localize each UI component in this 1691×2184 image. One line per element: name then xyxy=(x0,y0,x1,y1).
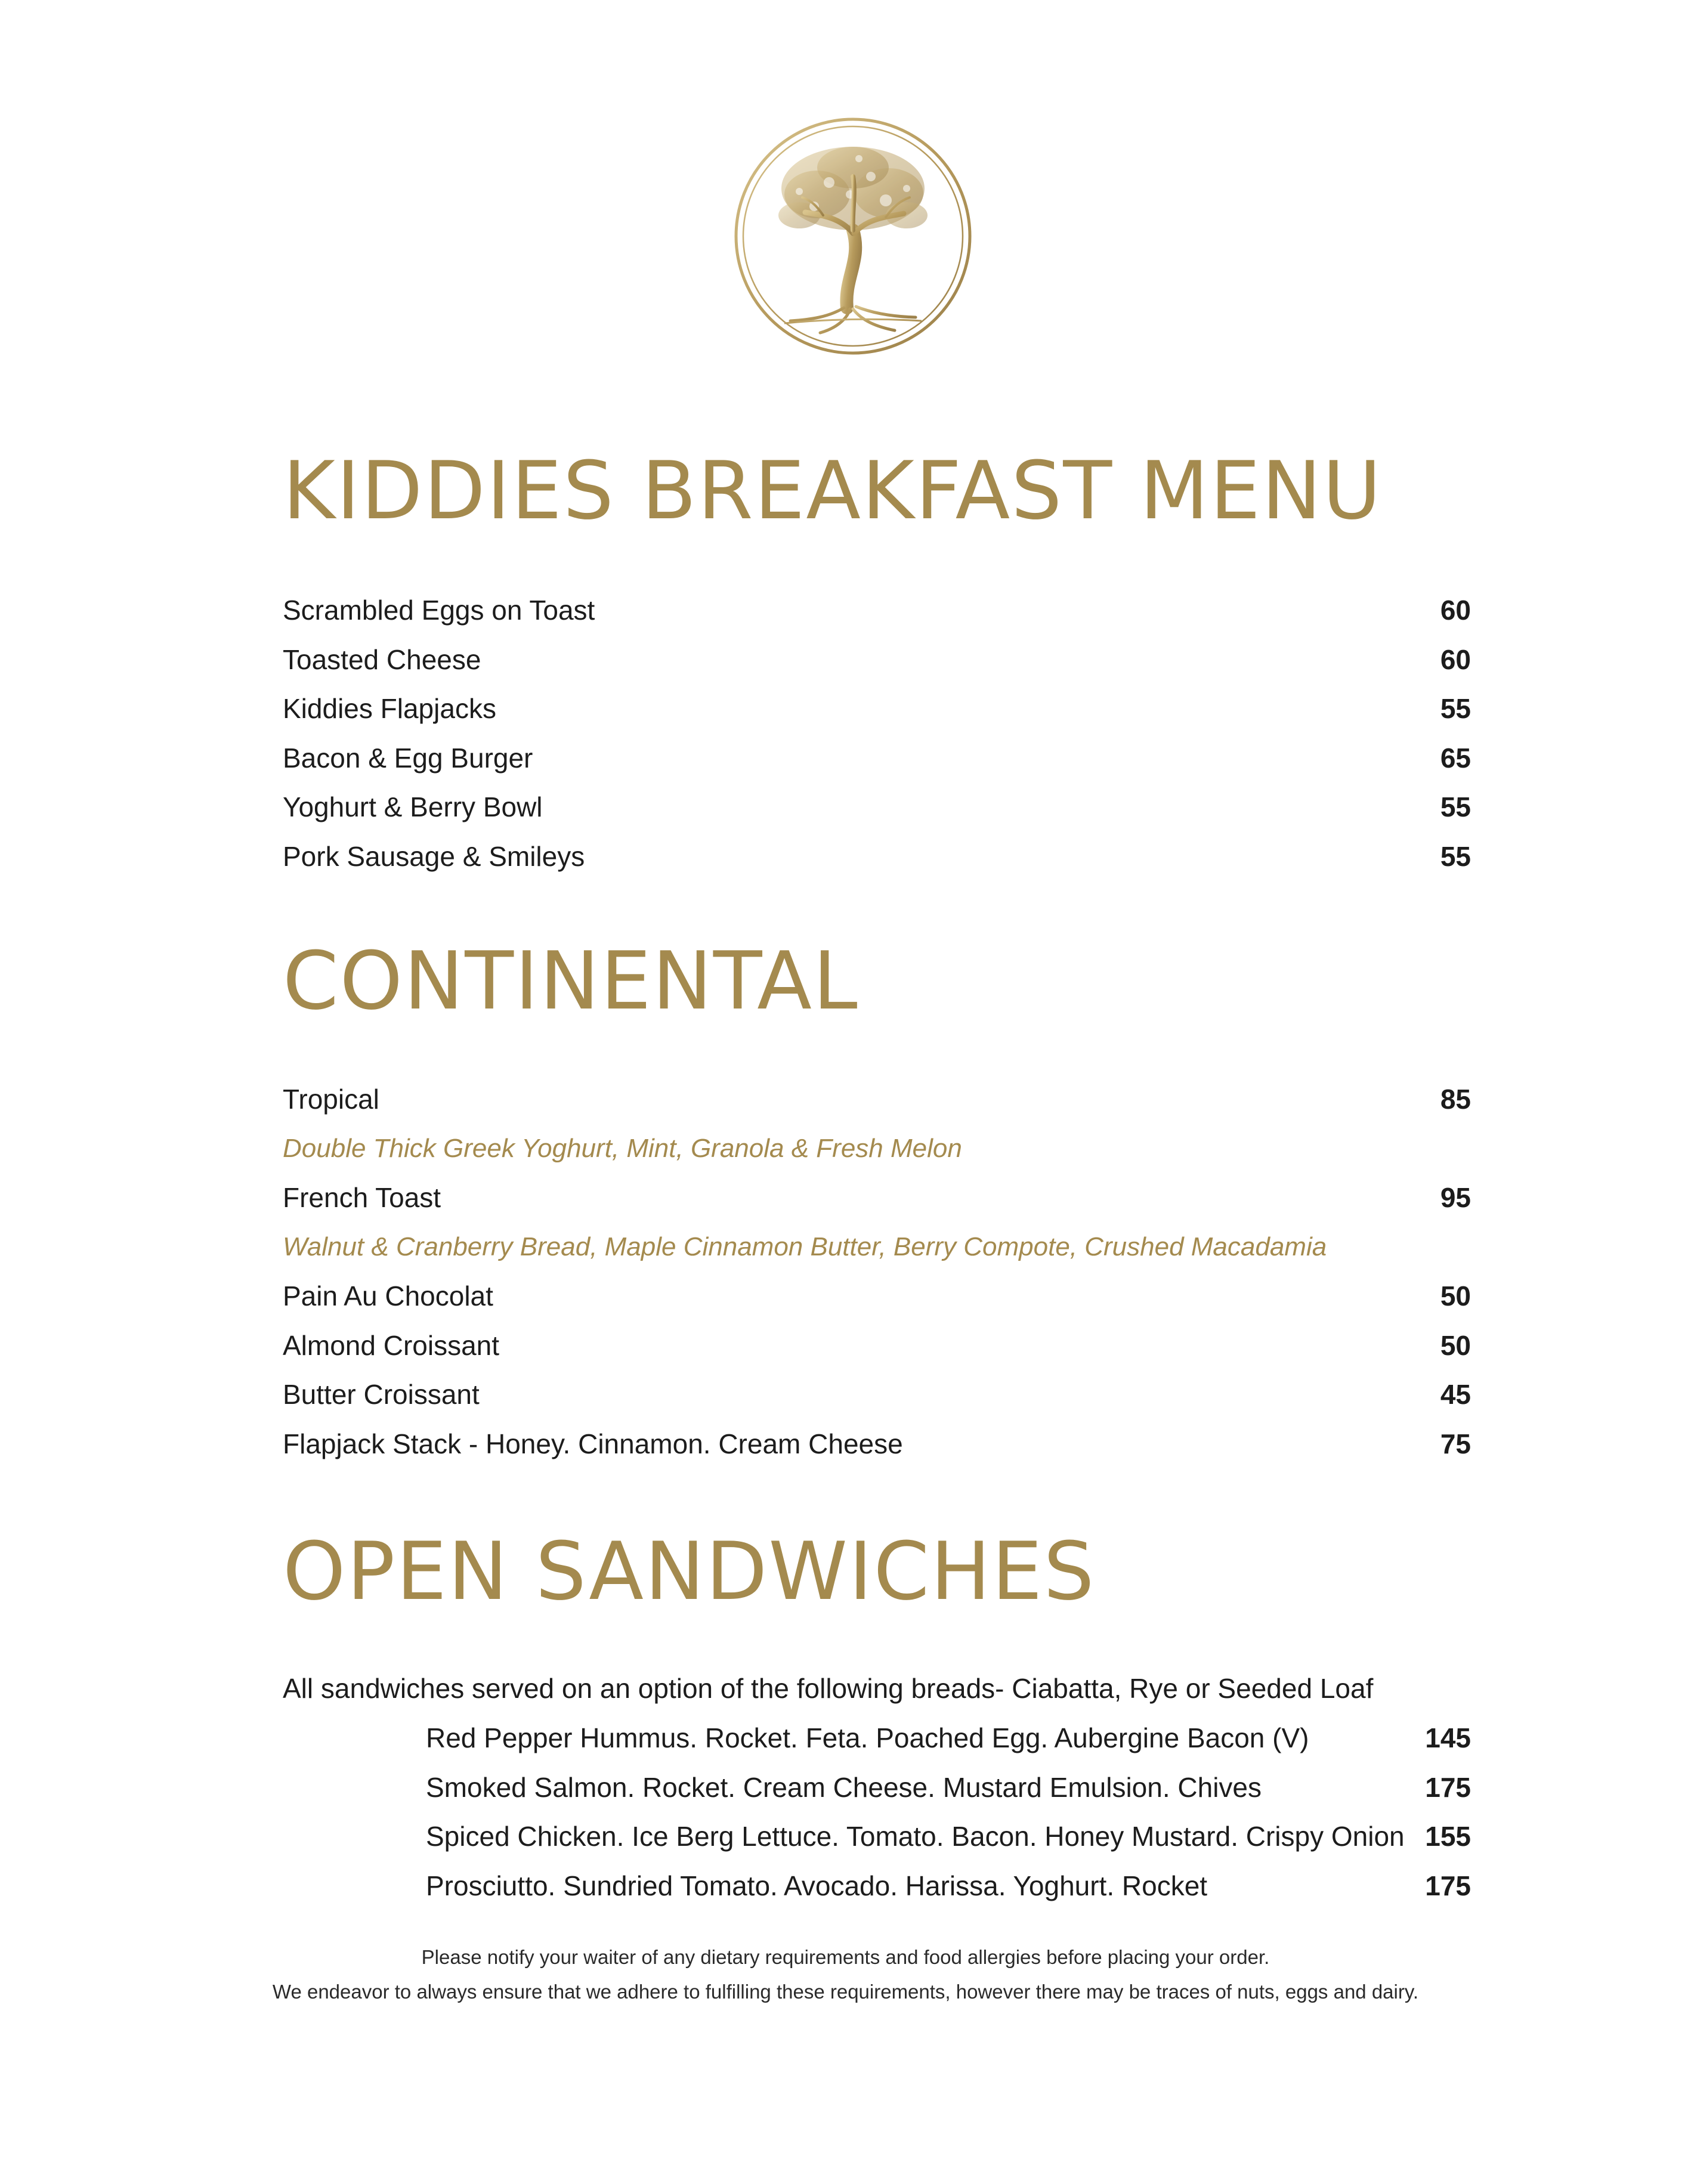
item-price: 55 xyxy=(1440,791,1471,822)
item-price: 75 xyxy=(1440,1428,1471,1459)
item-name: Kiddies Flapjacks xyxy=(283,693,496,724)
menu-item xyxy=(283,635,1471,685)
item-price: 85 xyxy=(1440,1084,1471,1115)
menu-item xyxy=(283,1321,1471,1371)
menu-item xyxy=(283,1173,1471,1223)
item-name: Red Pepper Hummus. Rocket. Feta. Poached Egg. Aubergine Bacon (V) xyxy=(426,1722,1309,1753)
item-price: 50 xyxy=(1440,1280,1471,1311)
item-price: 50 xyxy=(1440,1329,1471,1361)
menu-item xyxy=(283,1812,1471,1861)
sandwiches-section-title: OPEN SANDWICHES xyxy=(283,1525,1096,1618)
item-name: Tropical xyxy=(283,1084,379,1115)
item-name: Scrambled Eggs on Toast xyxy=(283,595,595,626)
item-description-text: Double Thick Greek Yoghurt, Mint, Granola & Fresh Melon xyxy=(283,1133,962,1163)
item-name: Yoghurt & Berry Bowl xyxy=(283,791,543,822)
item-price: 155 xyxy=(1425,1821,1471,1852)
kiddies-menu-list xyxy=(283,586,1471,881)
item-name: Almond Croissant xyxy=(283,1329,500,1361)
menu-item xyxy=(283,684,1471,734)
item-price: 175 xyxy=(1425,1870,1471,1901)
menu-item xyxy=(283,1763,1471,1812)
item-name: Bacon & Egg Burger xyxy=(283,742,533,774)
item-description xyxy=(283,1124,1471,1174)
item-name: Smoked Salmon. Rocket. Cream Cheese. Mustard Emulsion. Chives xyxy=(426,1771,1262,1803)
item-name: French Toast xyxy=(283,1182,441,1213)
item-price: 45 xyxy=(1440,1379,1471,1410)
item-name: Spiced Chicken. Ice Berg Lettuce. Tomato. Bacon. Honey Mustard. Crispy Onion xyxy=(426,1821,1405,1852)
item-name: Toasted Cheese xyxy=(283,644,481,675)
item-price: 55 xyxy=(1440,840,1471,872)
item-price: 55 xyxy=(1440,693,1471,724)
menu-item xyxy=(283,1075,1471,1124)
continental-menu-list xyxy=(283,1075,1471,1468)
kiddies-section-title: KIDDIES BREAKFAST MENU xyxy=(283,444,1383,537)
sandwiches-intro: All sandwiches served on an option of the following breads- Ciabatta, Rye or Seeded Loaf xyxy=(283,1673,1374,1704)
allergy-notice: Please notify your waiter of any dietary requirements and food allergies before placing your order. xyxy=(421,1946,1270,1968)
item-name: Butter Croissant xyxy=(283,1379,480,1410)
item-price: 65 xyxy=(1440,742,1471,774)
item-price: 95 xyxy=(1440,1182,1471,1213)
menu-item xyxy=(283,734,1471,783)
item-price: 145 xyxy=(1425,1722,1471,1753)
menu-item xyxy=(283,586,1471,635)
continental-section-title: CONTINENTAL xyxy=(283,935,859,1028)
menu-item xyxy=(283,832,1471,881)
item-description xyxy=(283,1223,1471,1272)
item-name: Pain Au Chocolat xyxy=(283,1280,493,1311)
traces-disclaimer: We endeavor to always ensure that we adhere to fulfilling these requirements, however there may be traces of nuts, eggs and dairy. xyxy=(272,1981,1419,2003)
menu-item xyxy=(283,1419,1471,1469)
menu-item xyxy=(283,1861,1471,1911)
sandwiches-menu-list xyxy=(283,1713,1471,1910)
item-description-text: Walnut & Cranberry Bread, Maple Cinnamon Butter, Berry Compote, Crushed Macadamia xyxy=(283,1232,1327,1261)
menu-item xyxy=(283,1272,1471,1321)
item-price: 175 xyxy=(1425,1771,1471,1803)
item-name: Flapjack Stack - Honey. Cinnamon. Cream Cheese xyxy=(283,1428,903,1459)
menu-item xyxy=(283,1370,1471,1419)
item-name: Prosciutto. Sundried Tomato. Avocado. Harissa. Yoghurt. Rocket xyxy=(426,1870,1208,1901)
item-name: Pork Sausage & Smileys xyxy=(283,840,585,872)
item-price: 60 xyxy=(1440,595,1471,626)
menu-item xyxy=(283,1713,1471,1763)
menu-item xyxy=(283,782,1471,832)
tree-of-life-logo-icon xyxy=(734,111,972,361)
item-price: 60 xyxy=(1440,644,1471,675)
